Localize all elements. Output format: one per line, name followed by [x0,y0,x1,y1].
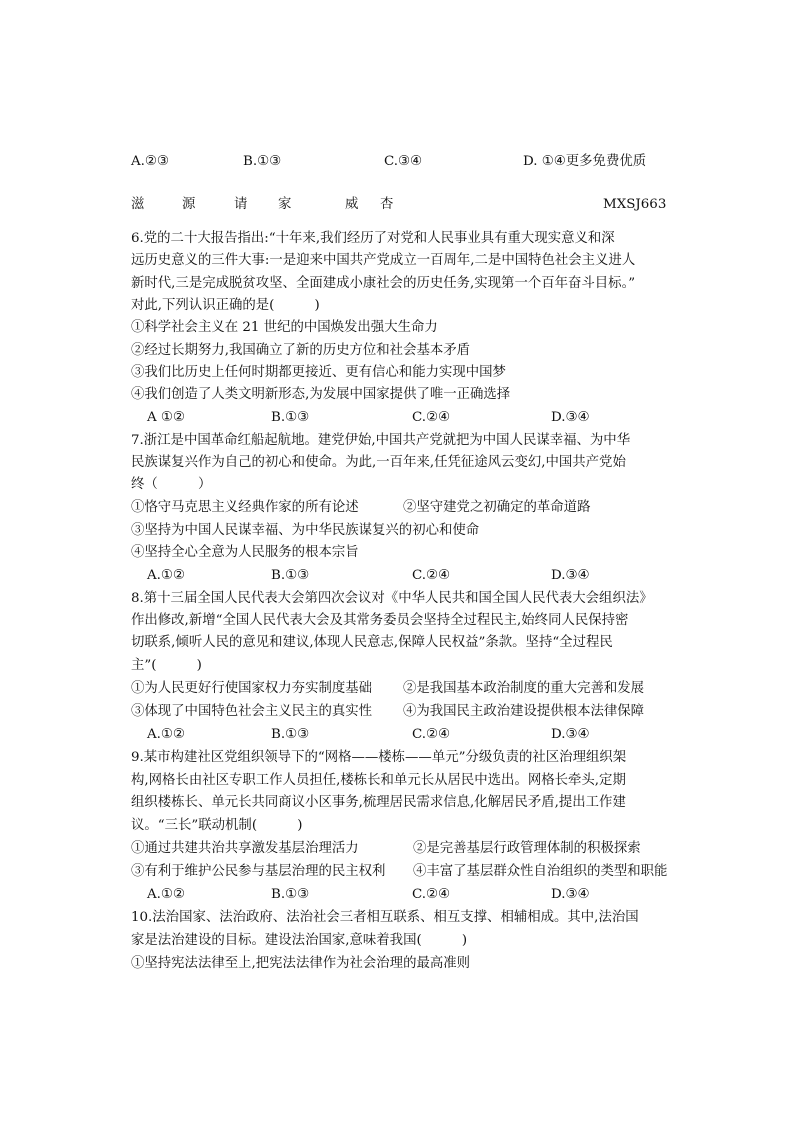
q8-stem-line: 作出修改,新增“全国人民代表大会及其常务委员会坚持全过程民主,始终同人民保持密 [131,613,629,628]
watermark-code: MXSJ663 [603,197,667,212]
q7-options [131,565,671,587]
q9-item: ②是完善基层行政管理体制的积极探索 [413,841,641,856]
q8-item: ①为人民更好行使国家权力夯实制度基础 [131,681,373,696]
q9-item: ③有利于维护公民参与基层治理的民主权利 [131,864,386,879]
q10-item: ①坚持宪法法律至上,把宪法法律作为社会治理的最高准则 [131,956,471,971]
option-d: D.③④ [551,887,590,902]
q9-stem-line: 议。“三长”联动机制( ) [131,818,303,833]
option-c: C.②④ [412,887,451,902]
option-c: C.③④ [384,154,423,169]
option-c: C.②④ [412,410,451,425]
q8-stem-line: 8.第十三届全国人民代表大会第四次会议对《中华人民共和国全国人民代表大会组织法》 [131,591,653,606]
q9-item: ①通过共建共治共享激发基层治理活力 [131,841,359,856]
watermark-char: 威 [345,197,359,212]
q6-item: ③我们比历史上任何时期都更接近、更有信心和能力实现中国梦 [131,365,506,380]
q9-stem-line: 9.某市构建社区党组织领导下的“网格——楼栋——单元”分级负责的社区治理组织架 [131,750,627,765]
q6-item: ④我们创造了人类文明新形态,为发展中国家提供了唯一正确选择 [131,387,511,402]
q7-stem-line: 民族谋复兴作为自己的初心和使命。为此,一百年来,任凭征途风云变幻,中国共产党始 [131,455,626,470]
option-b: B.①③ [271,887,310,902]
top-options-row [131,151,671,173]
q10-stem-line: 10.法治国家、法治政府、法治社会三者相互联系、相互支撑、相辅相成。其中,法治国 [131,910,639,925]
option-b: B.①③ [243,154,282,169]
option-a: A ①② [147,410,185,425]
q8-stem-line: 主”( ) [131,658,202,673]
q6-stem-line: 对此,下列认识正确的是( ) [131,298,320,313]
q7-stem-line: 7.浙江是中国革命红船起航地。建党伊始,中国共产党就把为中国人民谋幸福、为中华 [131,433,631,448]
q7-item: ③坚持为中国人民谋幸福、为中华民族谋复兴的初心和使命 [131,523,480,538]
option-b: B.①③ [271,410,310,425]
q6-stem-line: 新时代,三是完成脱贫攻坚、全面建成小康社会的历史任务,实现第一个百年奋斗目标。” [131,276,636,291]
q9-stem-line: 构,网格长由社区专职工作人员担任,楼栋长和单元长从居民中选出。网格长牵头,定期 [131,773,626,788]
q9-items-row [131,838,671,860]
q7-item: ①恪守马克思主义经典作家的所有论述 [131,500,359,515]
q7-items-row [131,497,671,519]
q6-item: ①科学社会主义在 21 世纪的中国焕发出强大生命力 [131,320,438,335]
q9-items-row [131,861,671,883]
option-a: A.①② [147,568,185,583]
q6-stem-line: 远历史意义的三件大事:一是迎来中国共产党成立一百周年,二是中国特色社会主义进人 [131,253,636,268]
option-c: C.②④ [412,568,451,583]
q8-item: ②是我国基本政治制度的重大完善和发展 [403,681,645,696]
q9-stem-line: 组织楼栋长、单元长共同商议小区事务,梳理居民需求信息,化解居民矛盾,提出工作建 [131,795,626,810]
watermark-char: 杏 [380,197,394,212]
q9-item: ④丰富了基层群众性自治组织的类型和职能 [413,864,668,879]
q6-stem-line: 6.党的二十大报告指出:“十年来,我们经历了对党和人民事业具有重大现实意义和深 [131,231,615,246]
q8-options [131,724,671,746]
watermark-char: 滋 [131,197,145,212]
option-d: D. ①④更多免费优质 [523,154,647,169]
watermark-char: 家 [278,197,292,212]
watermark-char: 源 [182,197,196,212]
q8-items-row [131,678,671,700]
q7-item: ④坚持全心全意为人民服务的根本宗旨 [131,545,359,560]
q8-items-row [131,701,671,723]
option-d: D.③④ [551,410,590,425]
watermark-char: 请 [234,197,248,212]
q7-stem-line: 终（ ） [131,477,212,492]
option-b: B.①③ [271,727,310,742]
option-d: D.③④ [551,727,590,742]
option-a: A.①② [147,887,185,902]
q9-options [131,884,671,906]
option-a: A.①② [147,727,185,742]
option-b: B.①③ [271,568,310,583]
q8-item: ④为我国民主政治建设提供根本法律保障 [403,704,645,719]
q8-stem-line: 切联系,倾听人民的意见和建议,体现人民意志,保障人民权益”条款。坚持“全过程民 [131,635,613,650]
q7-item: ②坚守建党之初确定的革命道路 [403,500,591,515]
option-a: A.②③ [131,154,169,169]
q6-item: ②经过长期努力,我国确立了新的历史方位和社会基本矛盾 [131,343,471,358]
option-d: D.③④ [551,568,590,583]
option-c: C.②④ [412,727,451,742]
q6-options [131,407,671,429]
q8-item: ③体现了中国特色社会主义民主的真实性 [131,704,373,719]
q10-stem-line: 家是法治建设的目标。建设法治国家,意味着我国( ) [131,933,468,948]
